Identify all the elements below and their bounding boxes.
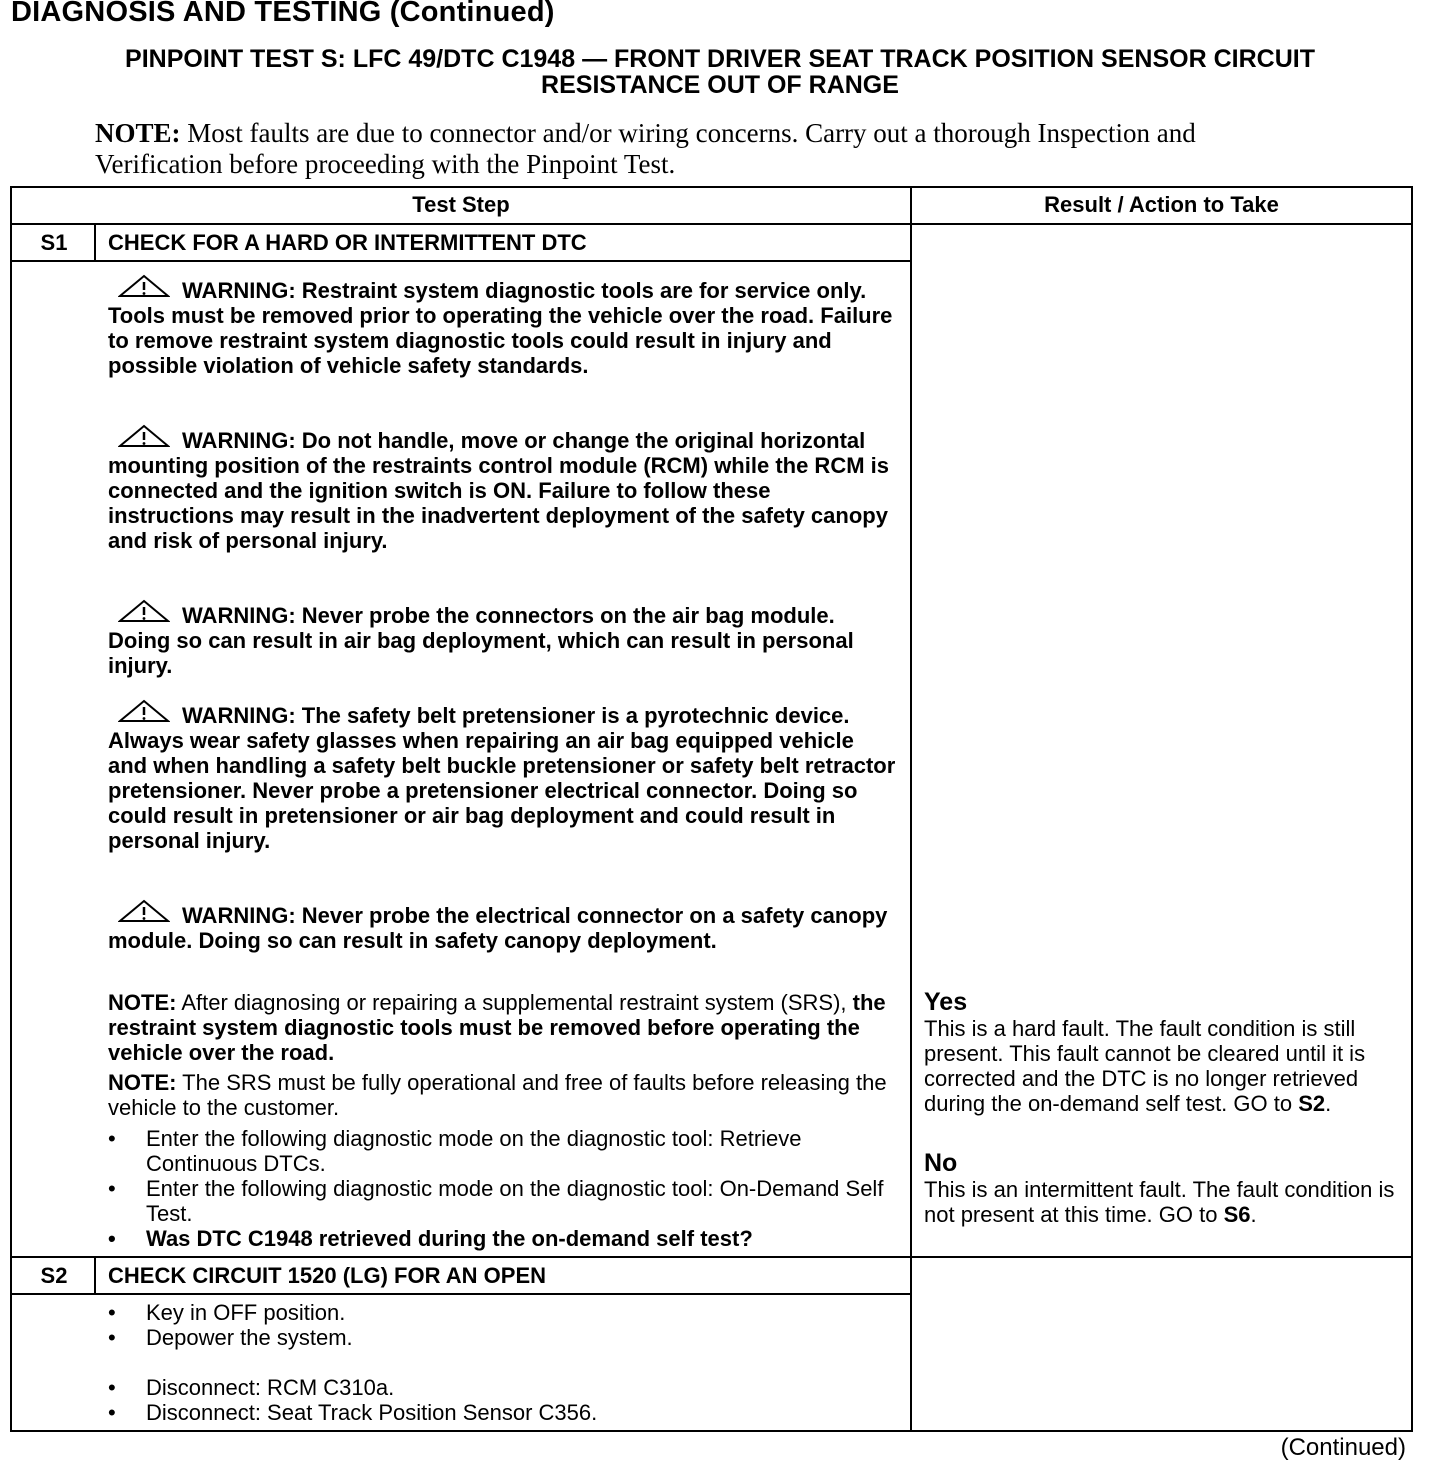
s1-title-divider (12, 260, 910, 262)
warning-triangle-icon (118, 599, 170, 625)
pinpoint-test-title (30, 46, 1410, 98)
warning-triangle-icon (118, 899, 170, 925)
intro-note-text: Most faults are due to connector and/or wiring concerns. Carry out a thorough Inspection and Verification before proceeding with the Pinpoint Test. (95, 118, 1196, 179)
bullet-mark: • (108, 1226, 116, 1251)
warning-2-text: WARNING: Do not handle, move or change the original horizontal mounting position of the restraints control module (RCM) while the RCM is connected and the ignition switch is ON. Failure to follow these instructions may result in the inadvertent deployment of the safety canopy and risk of personal injury. (108, 428, 889, 553)
result-yes-label: Yes (924, 988, 968, 1016)
bullet-mark: • (108, 1375, 116, 1400)
header-divider (12, 223, 1411, 225)
warning-triangle-icon (118, 424, 170, 450)
period: . (1325, 1091, 1332, 1116)
test-title-line1: PINPOINT TEST S: LFC 49/DTC C1948 — FRONT DRIVER SEAT TRACK POSITION SENSOR CIRCUIT (125, 45, 1315, 73)
warning-triangle-icon (118, 274, 170, 300)
bullet-mark: • (108, 1325, 116, 1350)
bullet-mark: • (108, 1300, 116, 1325)
result-no-label: No (924, 1149, 958, 1177)
note-text: After diagnosing or repairing a supplemental restraint system (SRS), (176, 990, 853, 1015)
warning-4-text: WARNING: The safety belt pretensioner is a pyrotechnic device. Always wear safety glasses when repairing an air bag equipped vehicle and when handling a safety belt buckle pretensioner or safety belt retractor pretensioner. Never probe a pretensioner electrical connector. Doing so could result in pretensioner or air bag deployment and could result in personal injury. (108, 703, 896, 853)
bullet-text: Enter the following diagnostic mode on the diagnostic tool: Retrieve Continuous DTCs. (146, 1126, 802, 1176)
goto-s2: S2 (1298, 1091, 1326, 1116)
result-yes-body: This is a hard fault. The fault condition is still present. This fault cannot be cleared until it is corrected and the DTC is no longer retrieved during the on-demand self test. GO to (924, 1016, 1366, 1116)
bullet-mark: • (108, 1126, 116, 1151)
s1-result-yes (924, 988, 1410, 1116)
header-result-action: Result / Action to Take (1044, 192, 1279, 217)
step-title-s2: CHECK CIRCUIT 1520 (LG) FOR AN OPEN (108, 1263, 547, 1288)
warning-2 (108, 424, 898, 553)
step-title-s1: CHECK FOR A HARD OR INTERMITTENT DTC (108, 230, 587, 255)
warning-1 (108, 274, 898, 378)
result-yes-text (924, 1016, 1410, 1116)
test-title-line2: RESISTANCE OUT OF RANGE (541, 71, 899, 99)
bullet-text: Was DTC C1948 retrieved during the on-demand self test? (146, 1226, 753, 1251)
intro-note-label: NOTE: (95, 118, 181, 148)
step-id-s2: S2 (40, 1263, 68, 1288)
continued-label: (Continued) (1280, 1434, 1406, 1461)
bullet-text: Depower the system. (146, 1325, 353, 1350)
warning-3-text: WARNING: Never probe the connectors on the air bag module. Doing so can result in air bag deployment, which can result in personal injury. (108, 603, 854, 678)
warning-4 (108, 699, 898, 853)
pinpoint-test-table (10, 186, 1413, 1432)
bullet-mark: • (108, 1176, 116, 1201)
goto-s6: S6 (1223, 1202, 1251, 1227)
warning-5 (108, 899, 898, 953)
s2-title-divider (12, 1293, 910, 1295)
intro-note (95, 118, 1235, 180)
result-no-body: This is an intermittent fault. The fault condition is not present at this time. GO to (924, 1177, 1395, 1227)
warning-1-text: WARNING: Restraint system diagnostic tools are for service only. Tools must be removed prior to operating the vehicle over the road. Failure to remove restraint system diagnostic tools could result in injury and possible violation of vehicle safety standards. (108, 278, 893, 378)
step-id-s1: S1 (40, 230, 68, 255)
s1-note-2 (108, 1070, 898, 1120)
result-no-text (924, 1177, 1410, 1227)
bullet-text: Key in OFF position. (146, 1300, 346, 1325)
note-label: NOTE: (108, 1070, 177, 1095)
s1-note-1 (108, 990, 898, 1065)
column-divider (910, 188, 912, 1430)
warning-triangle-icon (118, 699, 170, 725)
s1-s2-divider (12, 1256, 1411, 1258)
s1-result-no (924, 1149, 1410, 1227)
header-test-step: Test Step (412, 192, 510, 217)
note-label: NOTE: (108, 990, 177, 1015)
note-text: The SRS must be fully operational and free of faults before releasing the vehicle to the customer. (108, 1070, 887, 1120)
warning-3 (108, 599, 898, 678)
bullet-mark: • (108, 1400, 116, 1425)
page-heading: DIAGNOSIS AND TESTING (Continued) (11, 0, 555, 28)
bullet-text: Disconnect: Seat Track Position Sensor C356. (146, 1400, 598, 1425)
period: . (1250, 1202, 1257, 1227)
warning-5-text: WARNING: Never probe the electrical connector on a safety canopy module. Doing so can result in safety canopy deployment. (108, 903, 888, 953)
bullet-text: Disconnect: RCM C310a. (146, 1375, 395, 1400)
bullet-text: Enter the following diagnostic mode on the diagnostic tool: On-Demand Self Test. (146, 1176, 884, 1226)
note-bold-text: the restraint system diagnostic tools must be removed before operating the vehicle over the road. (108, 990, 886, 1065)
